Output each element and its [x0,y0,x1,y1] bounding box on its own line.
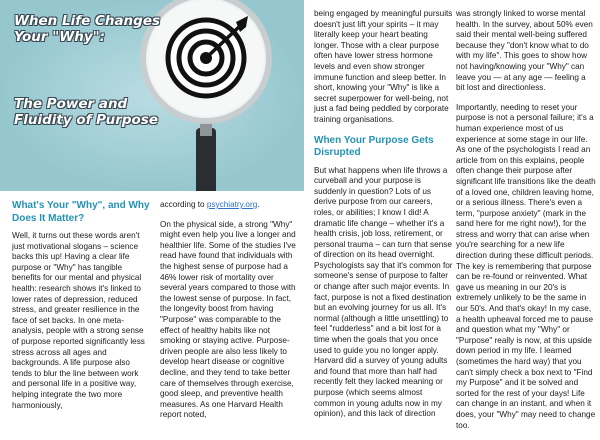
paragraph: Importantly, needing to reset your purpose is not a personal failure; it's a human experience most of us experience at some stage in our life. As one of the psychologists I read an article from on this explains, people often change their purpose after significant life transitions like the death of a loved one, children leaving home, or a serious illness. There's even a term, "purpose anxiety" (mark in the sand here for me right now!), for the stress and worry that can arise when you're searching for a new life direction during these difficult periods. The key is remembering that purpose can be re-found or reinvented. What gave us meaning in our 20's is extremely unlikely to be the same in our 50's. And that's okay! In my case, a health upheaval forced me to pause and question what my "Why" or "Purpose" really is now, at this upside down period in my life. I learned (sometimes the hard way) that you can't simply check a box next to "Find my Purpose" and it be solved and sorted for the rest of your days! Life can change in an instant, and when it does, your "Why" may need to change too. [456,102,596,430]
hero-banner [0,0,304,191]
section-heading-disrupted: When Your Purpose Gets Disrupted [314,134,434,159]
column-2 [160,200,302,430]
hero-title: When Life Changes Your "Why": [14,13,161,45]
column-3 [314,9,454,429]
paragraph: being engaged by meaningful pursuits doesn't just lift your spirits – it may literally keep your heart beating longer. Those with a clear purpose often have lower stress hormone levels and even show stronger immune function and sleep better. In short, knowing your "Why" is like a secret superpower for well-being, not just a fad being peddled by corporate training organisations. [314,9,453,124]
paragraph: But what happens when life throws a curveball and your purpose is suddenly in question? Lots of us derive purpose from our careers, roles, or abilities; I know I did! A dramatic life change – whether it's a health crisis, job loss, retirement, or personal trauma – can turn that sense of direction on its head overnight. Psychologists say that it's common for someone's sense of purpose to falter or change after such major events. In fact, purpose is not a fixed destination but an evolving journey for us all. It's normal (although a little unsettling) to feel "rudderless" and a bit lost for a time when the goals that you once used to guide you no longer apply. Harvard did a survey of young adults and found that more than half had recently felt they lacked meaning or purpose (which seems almost common in young adults now in my opinion), and this lack of direction [314,165,453,419]
section-heading-why: What's Your "Why", and Why Does It Matter? [12,200,150,224]
hero-subtitle: The Power and Fluidity of Purpose [14,96,158,128]
column-1 [12,200,152,420]
paragraph: Well, it turns out these words aren't just motivational slogans – science backs this up! Having a clear life purpose or "Why" has tangible benefits for our mental and physical health: research shows it's linked to lower rates of depression, reduced stress, and greater resilience in the face of set backs. In one meta-analysis, people with a strong sense of purpose reported significantly less stress across all ages and backgrounds. A life purpose also tends to blur the line between work and personal life in a positive way, helping integrate the two more harmoniously, [12,231,145,410]
magnifier-handle [196,128,216,191]
psychiatry-link[interactable]: psychiatry.org [206,200,258,209]
paragraph: according to psychiatry.org. [160,200,260,209]
paragraph: was strongly linked to worse mental health. In the survey, about 50% even said their mental well-being suffered because they "don't know what to do with my life". This goes to show how not having/knowing your "Why" can leave you — at any age — feeling a bit lost and directionless. [456,9,593,93]
column-4 [456,9,596,440]
paragraph: On the physical side, a strong "Why" might even help you live a longer and healthier life. Some of the studies I've read have found that individuals with the highest sense of purpose had a 46% lower risk of mortality over several years compared to those with the lowest sense of purpose. In fact, the longevity boost from having "Purpose" was comparable to the effect of healthy habits like not smoking or staying active. Purpose-driven people are also less likely to develop heart disease or cognitive decline, and they tend to take better care of themselves through exercise, good sleep, and preventive health measures. As one Harvard Health report noted, [160,219,296,420]
